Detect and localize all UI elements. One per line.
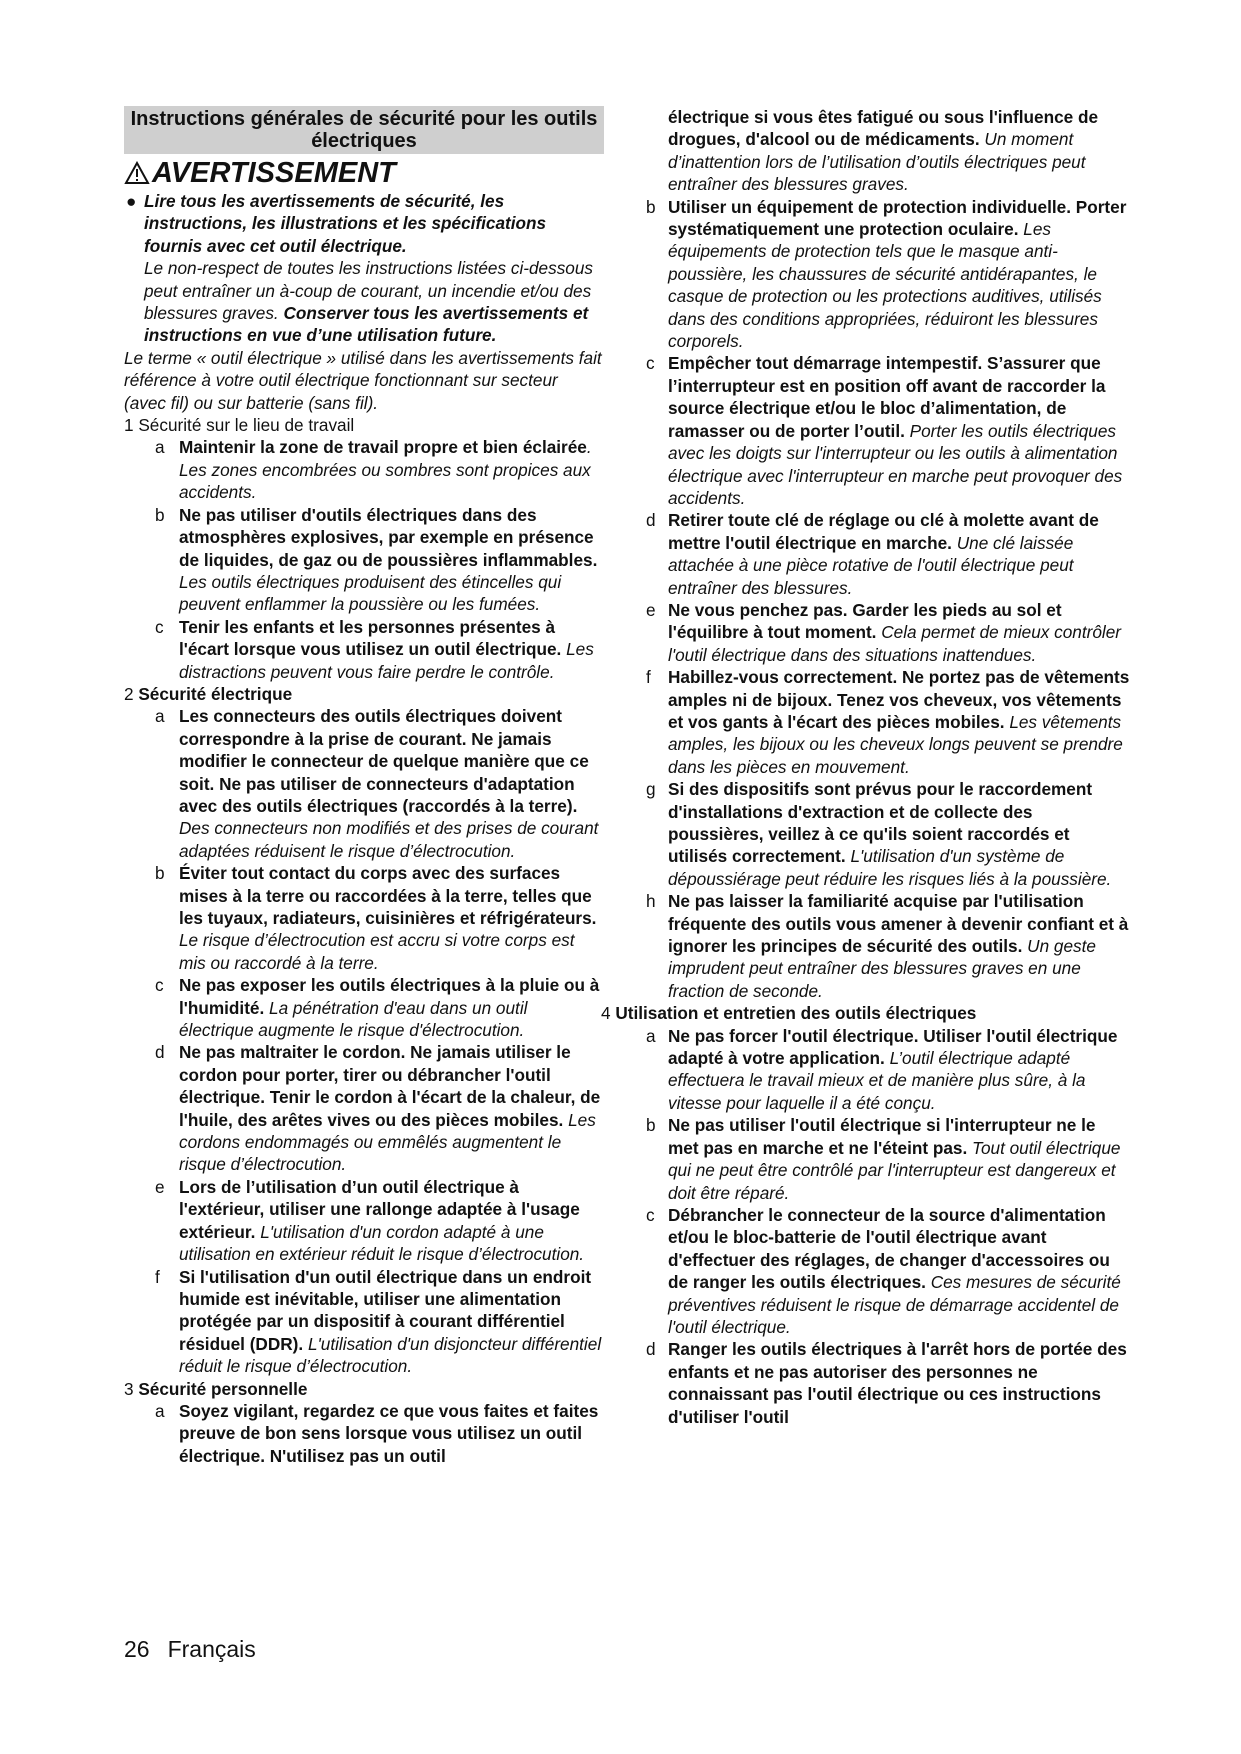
item-bold-part1: Soyez vigilant, regardez ce que vous faites et faites preuve de bon sens lorsque vous utilisez un outil électrique. N'utilisez pas un outil	[179, 1400, 599, 1466]
section-3-title	[124, 1378, 604, 1400]
item-bold: Éviter tout contact du corps avec des surfaces mises à la terre ou raccordées à la terre, telles que les tuyaux, radiateurs, cuisinières et réfrigérateurs.	[179, 863, 597, 928]
bullet-dot: ●	[126, 191, 137, 211]
item-label: f	[155, 1266, 160, 1287]
warning-read-all: Lire tous les avertissements de sécurité, les instructions, les illustrations et les spécifications fournis avec cet outil électrique.	[144, 191, 547, 256]
section-number: 4	[601, 1003, 611, 1024]
item-4c	[646, 1204, 1130, 1338]
item-bold: Habillez-vous correctement. Ne portez pas de vêtements amples ni de bijoux. Tenez vos cheveux, vos vêtements et vos gants à l'écart des pièces mobiles.	[668, 667, 1130, 732]
item-3h	[646, 890, 1130, 1002]
section-title-text: Sécurité électrique	[138, 683, 293, 704]
item-italic: L'utilisation d'un disjoncteur différentiel réduit le risque d’électrocution.	[179, 1333, 602, 1377]
warning-keep: Conserver tous les avertissements et instructions en vue d’une utilisation future.	[144, 303, 589, 346]
item-4d	[646, 1338, 1130, 1428]
item-4b	[646, 1114, 1130, 1204]
footer-language: Français	[167, 1636, 256, 1662]
section-2-title	[124, 683, 604, 705]
item-2c	[124, 974, 604, 1041]
item-3e	[646, 599, 1130, 666]
warning-consequence: Le non-respect de toutes les instructions listées ci-dessous peut entraîner un à-coup de courant, un incendie et/ou des blessures graves.	[144, 258, 594, 324]
section-title-text: Utilisation et entretien des outils électriques	[615, 1003, 977, 1024]
item-2d	[124, 1041, 604, 1175]
item-italic: Tout outil électrique qui ne peut être contrôlé par l'interrupteur est dangereux et doit être réparé.	[668, 1137, 1121, 1203]
item-label: a	[155, 437, 165, 458]
item-label: f	[646, 667, 651, 688]
item-4a	[646, 1025, 1130, 1115]
item-label: c	[646, 1204, 655, 1225]
item-label: h	[646, 891, 656, 912]
item-2f	[124, 1266, 604, 1378]
item-bold: Ne pas utiliser l'outil électrique si l'interrupteur ne le met pas en marche et ne l'éteint pas.	[668, 1115, 1096, 1158]
item-italic: Un geste imprudent peut entraîner des blessures graves en une fraction de seconde.	[668, 936, 1096, 1001]
item-1b	[124, 504, 604, 616]
section-number: 2	[124, 683, 134, 704]
item-3f	[646, 666, 1130, 778]
item-label: d	[155, 1042, 165, 1063]
section-title-text: Sécurité personnelle	[138, 1378, 308, 1399]
item-label: b	[646, 196, 656, 217]
item-label: c	[155, 616, 164, 637]
item-label: b	[155, 504, 165, 525]
item-2e	[124, 1176, 604, 1266]
item-label: a	[646, 1025, 656, 1046]
item-italic: Les outils électriques produisent des étincelles qui peuvent enflammer la poussière ou les fumées.	[179, 571, 562, 615]
item-italic: La pénétration d'eau dans un outil électrique augmente le risque d'électrocution.	[179, 997, 528, 1041]
item-label: c	[155, 975, 164, 996]
item-italic: . Les zones encombrées ou sombres sont propices aux accidents.	[179, 437, 592, 503]
warning-title-text: AVERTISSEMENT	[152, 157, 396, 189]
item-bold-part2: électrique si vous êtes fatigué ou sous l'influence de drogues, d'alcool ou de médicaments.	[668, 107, 1099, 150]
item-italic: Ces mesures de sécurité préventives réduisent le risque de démarrage accidentel de l'outil électrique.	[668, 1272, 1121, 1337]
warning-bullet	[124, 190, 604, 347]
item-italic: L'utilisation d'un cordon adapté à une utilisation en extérieur réduit le risque d’électrocution.	[179, 1221, 585, 1265]
item-bold: Ne pas utiliser d'outils électriques dans des atmosphères explosives, par exemple en présence de liquides, de gaz ou de poussières inflammables.	[179, 504, 598, 570]
item-bold: Les connecteurs des outils électriques doivent correspondre à la prise de courant. Ne jamais modifier le connecteur de quelque manière que ce soit. Ne pas utiliser de connecteurs d'adaptation avec des outils électriques (raccordés à la terre).	[179, 706, 589, 816]
item-label: d	[646, 510, 656, 531]
item-italic: Cela permet de mieux contrôler l'outil électrique dans des situations inattendues.	[668, 622, 1122, 665]
item-label: b	[646, 1115, 656, 1136]
item-1c	[124, 616, 604, 683]
item-label: g	[646, 779, 656, 800]
item-label: e	[155, 1176, 165, 1197]
item-italic: Les distractions peuvent vous faire perdre le contrôle.	[179, 639, 594, 682]
item-2a	[124, 705, 604, 862]
warning-title	[124, 158, 604, 188]
item-3c	[646, 352, 1130, 509]
item-bold: Ne vous penchez pas. Garder les pieds au sol et l'équilibre à tout moment.	[668, 599, 1062, 643]
item-2b	[124, 862, 604, 974]
right-column	[601, 106, 1130, 1428]
page-number: 26	[124, 1636, 150, 1662]
item-label: d	[646, 1339, 656, 1360]
item-3a-start	[124, 1400, 604, 1467]
item-bold: Si l'utilisation d'un outil électrique dans un endroit humide est inévitable, utiliser une alimentation protégée par un dispositif à courant différentiel résiduel (DDR).	[179, 1266, 592, 1354]
item-italic: Des connecteurs non modifiés et des prises de courant adaptées réduisent le risque d’électrocution.	[179, 818, 599, 861]
item-italic: Les vêtements amples, les bijoux ou les cheveux longs peuvent se prendre dans les pièces en mouvement.	[668, 711, 1123, 777]
item-bold: Retirer toute clé de réglage ou clé à molette avant de mettre l'outil électrique en marche.	[668, 510, 1099, 553]
item-label: a	[155, 1400, 165, 1421]
item-bold: Tenir les enfants et les personnes présentes à l'écart lorsque vous utilisez un outil électrique.	[179, 616, 562, 660]
item-bold: Ranger les outils électriques à l'arrêt hors de portée des enfants et ne pas autoriser des personnes ne connaissant pas l'outil électrique ou ces instructions d'utiliser l'outil	[668, 1339, 1127, 1427]
item-bold: Débrancher le connecteur de la source d'alimentation et/ou le bloc-batterie de l'outil électrique avant d'effectuer des réglages, de changer d'accessoires ou de ranger les outils électriques.	[668, 1204, 1110, 1293]
item-bold: Ne pas forcer l'outil électrique. Utiliser l'outil électrique adapté à votre application.	[668, 1025, 1118, 1069]
item-bold: Ne pas laisser la familiarité acquise par l'utilisation fréquente des outils vous amener à devenir confiant et à ignorer les principes de sécurité des outils.	[668, 891, 1129, 957]
item-italic: Une clé laissée attachée à une pièce rotative de l'outil électrique peut entraîner des blessures.	[668, 532, 1074, 598]
section-1-title: 1 Sécurité sur le lieu de travail	[124, 415, 355, 436]
item-italic: Les cordons endommagés ou emmêlés augmentent le risque d’électrocution.	[179, 1109, 596, 1175]
item-label: c	[646, 353, 655, 374]
left-column	[124, 106, 604, 1467]
item-italic: Le risque d’électrocution est accru si votre corps est mis ou raccordé à la terre.	[179, 930, 575, 973]
item-3g	[646, 778, 1130, 890]
item-bold: Ne pas exposer les outils électriques à la pluie ou à l'humidité.	[179, 975, 600, 1018]
item-italic: L’outil électrique adapté effectuera le travail mieux et de manière plus sûre, à la vitesse pour laquelle il a été conçu.	[668, 1048, 1086, 1113]
item-italic: Porter les outils électriques avec les doigts sur l'interrupteur ou les outils à alimentation électrique avec l'interrupteur en marche peut provoquer des accidents.	[668, 420, 1123, 508]
item-bold: Utiliser un équipement de protection individuelle. Porter systématiquement une protection oculaire.	[668, 196, 1127, 240]
item-italic: Un moment d’inattention lors de l’utilisation d’outils électriques peut entraîner des blessures graves.	[668, 129, 1086, 195]
item-3d	[646, 509, 1130, 599]
section-header: Instructions générales de sécurité pour les outils électriques	[124, 106, 604, 154]
item-bold: Maintenir la zone de travail propre et bien éclairée	[179, 437, 587, 458]
item-bold: Si des dispositifs sont prévus pour le raccordement d'installations d'extraction et de collecte des poussières, veillez à ce qu'ils soient raccordés et utilisés correctement.	[668, 779, 1093, 867]
item-bold: Ne pas maltraiter le cordon. Ne jamais utiliser le cordon pour porter, tirer ou débrancher l'outil électrique. Tenir le cordon à l'écart de la chaleur, de l'huile, des arêtes vives ou des pièces mobiles.	[179, 1042, 601, 1130]
item-3a-continued	[646, 106, 1130, 196]
item-label: b	[155, 863, 165, 884]
item-label: e	[646, 599, 656, 620]
intro-text: Le terme « outil électrique » utilisé dans les avertissements fait référence à votre outil électrique fonctionnant sur secteur (avec fil) ou sur batterie (sans fil).	[124, 347, 602, 413]
item-1a	[124, 436, 604, 503]
section-number: 3	[124, 1378, 134, 1399]
item-bold: Lors de l’utilisation d’un outil électrique à l'extérieur, utiliser une rallonge adaptée à l'usage extérieur.	[179, 1176, 580, 1242]
warning-triangle-icon	[124, 161, 150, 185]
item-label: a	[155, 706, 165, 727]
item-italic: Les équipements de protection tels que le masque anti-poussière, les chaussures de sécurité antidérapantes, le casque de protection ou les protections auditives, utilisés dans des conditions appropriées, réduiront les blessures corporels.	[668, 219, 1102, 352]
item-3b	[646, 196, 1130, 353]
item-italic: L'utilisation d'un système de dépoussiérage peut réduire les risques liés à la poussière.	[668, 846, 1112, 889]
section-4-title	[601, 1002, 1130, 1024]
item-bold: Empêcher tout démarrage intempestif. S’assurer que l’interrupteur est en position off avant de raccorder la source électrique et/ou le bloc d’alimentation, de ramasser ou de porter l’outil.	[668, 353, 1106, 441]
page-footer	[124, 1636, 274, 1662]
